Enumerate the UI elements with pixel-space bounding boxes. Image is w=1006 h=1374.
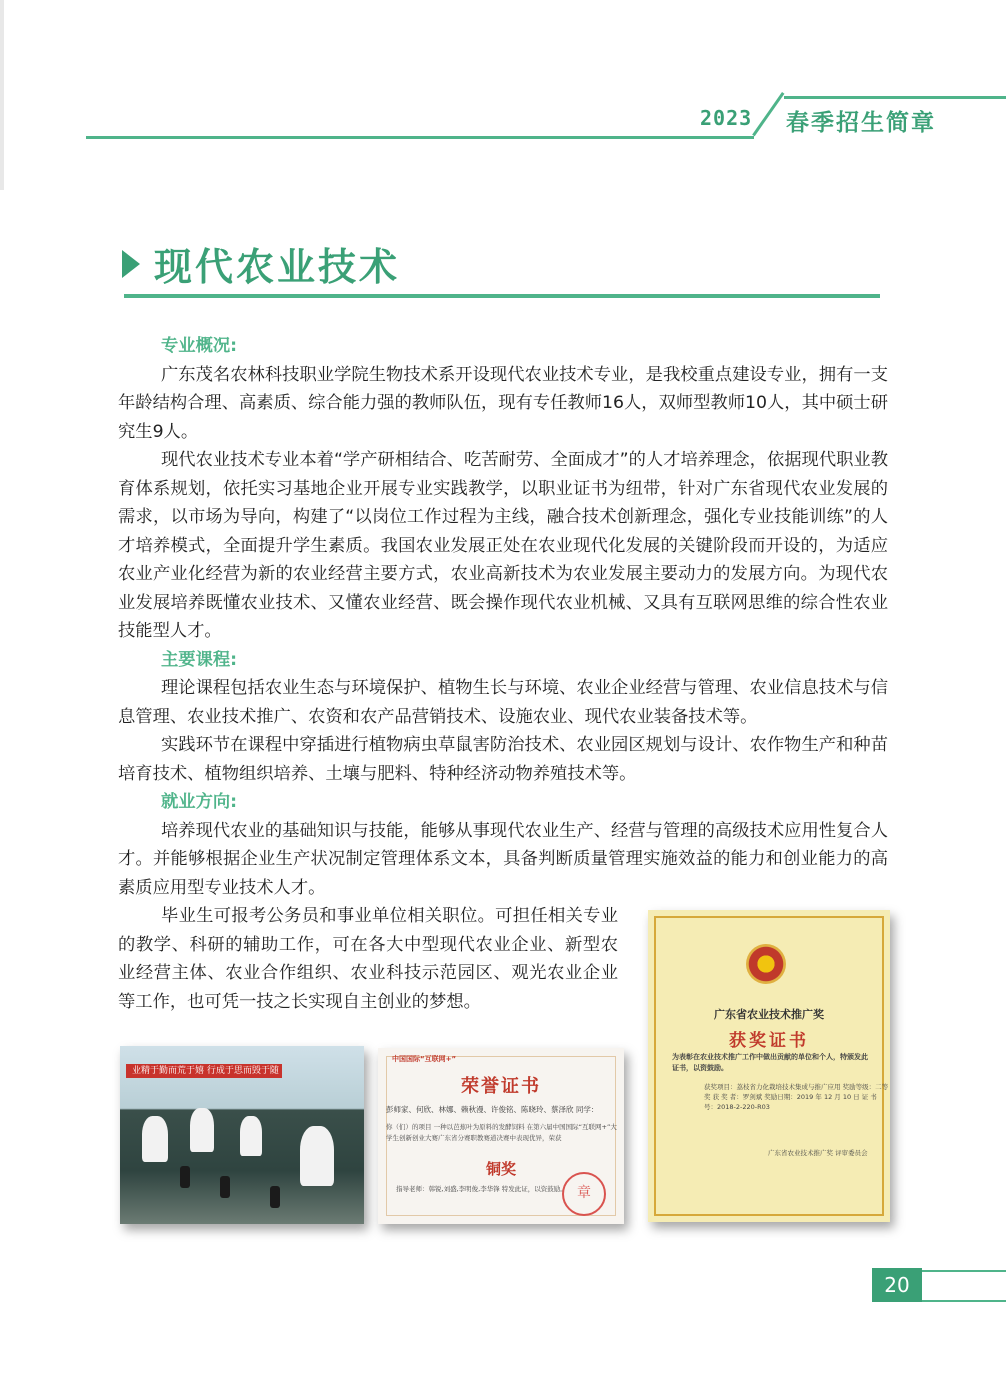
courses-paragraph-2: 实践环节在课程中穿插进行植物病虫草鼠害防治技术、农业园区规划与设计、农作物生产和种苗培育技术、植物组织培养、土壤与肥料、特种经济动物养殖技术等。 xyxy=(118,735,888,784)
student-figure xyxy=(142,1116,168,1162)
header-brochure-title: 春季招生简章 xyxy=(786,110,936,136)
page-number: 20 xyxy=(872,1268,922,1302)
certificate-footer: 指导老师：韩锐,刘盛,李明俊,李华锋 特发此证，以资鼓励。 xyxy=(396,1185,567,1193)
award-certificate-photo xyxy=(648,910,890,1222)
page-rule-top xyxy=(922,1270,1006,1272)
certificate-title: 荣誉证书 xyxy=(461,1076,541,1097)
lab-banner: 业精于勤而荒于嬉 行成于思而毁于随 xyxy=(126,1064,282,1078)
student-figure xyxy=(240,1116,262,1156)
student-figure xyxy=(300,1126,334,1186)
courses-paragraph-1: 理论课程包括农业生态与环境保护、植物生长与环境、农业企业经营与管理、农业信息技术与信息管理、农业技术推广、农资和农产品营销技术、设施农业、现代农业装备技术等。 xyxy=(118,678,888,727)
section-title-group xyxy=(122,236,400,291)
triangle-bullet-icon xyxy=(122,250,140,278)
header-rule-right xyxy=(784,96,1006,99)
lab-photo xyxy=(120,1046,364,1224)
page-rule-bottom xyxy=(922,1300,1006,1302)
honor-certificate-photo xyxy=(378,1048,624,1224)
award-body: 为表彰在农业技术推广工作中做出贡献的单位和个人，特颁发此证书，以资鼓励。 xyxy=(672,1053,868,1072)
career-paragraph-1: 培养现代农业的基础知识与技能，能够从事现代农业生产、经营与管理的高级技术应用性复合人才。并能够根据企业生产状况制定管理体系文本，具备判断质量管理实施效益的能力和创业能力的高素质应用型专业技术人才。 xyxy=(118,820,888,898)
section-title: 现代农业技术 xyxy=(154,245,401,289)
overview-paragraph-1: 广东茂名农林科技职业学院生物技术系开设现代农业技术专业，是我校重点建设专业，拥有一支年龄结构合理、高素质、综合能力强的教师队伍，现有专任教师16人，双师型教师10人，其中硕士研究生9人。 xyxy=(118,364,888,442)
official-seal: 章 xyxy=(562,1172,606,1216)
microscope-icon xyxy=(180,1166,190,1188)
award-title: 获奖证书 xyxy=(729,1031,809,1051)
header-year: 2023 xyxy=(700,106,753,130)
award-organization: 广东省农业技术推广奖 xyxy=(714,1008,824,1021)
courses-heading: 主要课程: xyxy=(161,649,238,670)
national-emblem-icon xyxy=(746,944,786,984)
award-details: 获奖项目：荔枝省力化栽培技术集成与推广应用 奖励等级：二等奖 获 奖 者：罗剑斌 奖励日期：2019 年 12 月 10 日 证 书 号：2018-2-220-R03 xyxy=(704,1083,889,1111)
career-heading: 就业方向: xyxy=(161,792,238,812)
career-paragraph-2: 毕业生可报考公务员和事业单位相关职位。可担任相关专业的教学、科研的辅助工作，可在各大中型现代农业企业、新型农业经营主体、农业合作组织、农业科技示范园区、观光农业企业等工作，也可凭一技之长实现自主创业的梦想。 xyxy=(118,906,618,1012)
microscope-icon xyxy=(270,1186,280,1208)
certificate-body: 你（们）的项目 一种以芭蕉叶为原料的发酵饲料 在第六届中国国际“互联网+”大学生创新创业大赛广东省分赛职教赛道决赛中表现优异，荣获 xyxy=(386,1123,617,1142)
award-issuer: 广东省农业技术推广奖 评审委员会 xyxy=(768,1149,868,1157)
certificate-prize: 铜奖 xyxy=(485,1160,516,1178)
overview-paragraph-2: 现代农业技术专业本着“学产研相结合、吃苦耐劳、全面成才”的人才培养理念，依据现代职业教育体系规划，依托实习基地企业开展专业实践教学，以职业证书为纽带，针对广东省现代农业发展的需求，以市场为导向，构建了“以岗位工作过程为主线，融合技术创新理念，强化专业技能训练”的人才培养模式，全面提升学生素质。我国农业发展正处在农业现代化发展的关键阶段而开设的，为适应农业产业化经营为新的农业经营主要方式，农业高新技术为农业发展主要动力的发展方向。为现代农业发展培养既懂农业技术、又懂农业经营、既会操作现代农业机械、又具有互联网思维的综合性农业技能型人才。 xyxy=(118,450,888,641)
certificate-names: 彭师家、何欣、林娜、赖秋漫、许俊铭、陈晓玲、蔡泽欣 同学： xyxy=(386,1105,599,1114)
competition-logo: 中国国际“互联网+” xyxy=(392,1055,457,1063)
microscope-icon xyxy=(220,1176,230,1198)
student-figure xyxy=(190,1108,214,1152)
left-edge-strip xyxy=(0,0,4,190)
header-slash xyxy=(752,92,784,136)
overview-heading: 专业概况: xyxy=(161,336,238,356)
header-rule xyxy=(86,136,754,139)
title-underline xyxy=(124,294,880,298)
